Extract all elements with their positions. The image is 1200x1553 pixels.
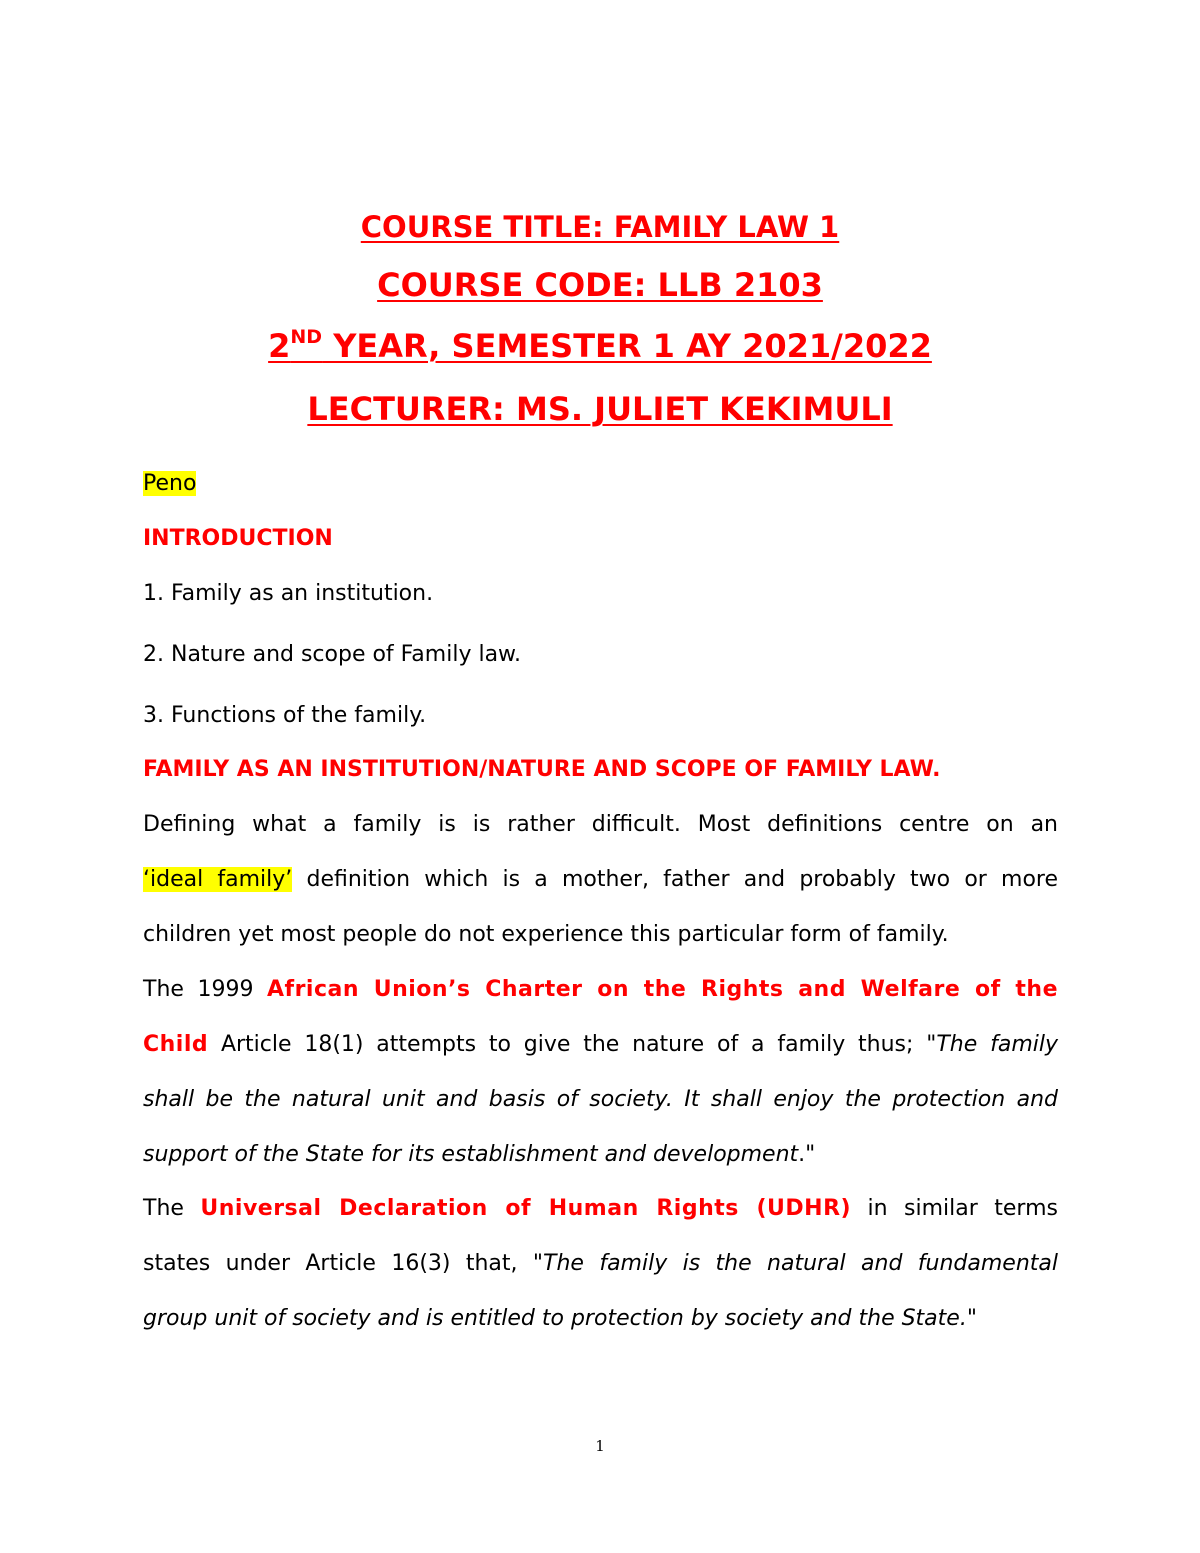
paragraph-line xyxy=(143,1127,1058,1182)
highlighted-phrase: ‘ideal family’ xyxy=(143,867,293,892)
highlighted-word: Peno xyxy=(143,471,197,496)
paragraph-text: definition which is a mother, father and probably two or more xyxy=(292,867,1058,892)
paragraph-au-charter xyxy=(143,962,1058,1182)
introduction-heading: INTRODUCTION xyxy=(143,526,333,551)
section-heading: FAMILY AS AN INSTITUTION/NATURE AND SCOPE OF FAMILY LAW. xyxy=(143,757,941,782)
paragraph-text: The 1999 xyxy=(143,977,267,1002)
year-semester xyxy=(0,327,1200,365)
charter-name: African Union’s Charter on the Rights and Welfare of the xyxy=(266,977,1058,1002)
quote-text: The family xyxy=(936,1032,1058,1057)
year-number: 2 xyxy=(268,327,291,365)
quote-text: support of the State for its establishment and development xyxy=(143,1142,799,1167)
paragraph-text: ." xyxy=(798,1142,816,1167)
intro-item-3: 3. Functions of the family. xyxy=(143,703,427,728)
paragraph-definition xyxy=(143,797,1058,962)
quote-text: group unit of society and is entitled to protection by society and the State. xyxy=(143,1306,967,1331)
page-number: 1 xyxy=(595,1437,605,1455)
lecturer-line: LECTURER: MS. JULIET KEKIMULI xyxy=(307,390,893,428)
paragraph-line xyxy=(143,1236,1058,1291)
year-semester-text: YEAR, SEMESTER 1 AY 2021/2022 xyxy=(322,327,932,365)
year-ordinal-suffix: ND xyxy=(290,326,323,348)
paragraph-text: in similar terms xyxy=(851,1196,1058,1221)
paragraph-text: " xyxy=(966,1306,977,1331)
paragraph-line xyxy=(143,1291,1058,1346)
highlighted-note xyxy=(143,456,1058,511)
paragraph-line: children yet most people do not experience this particular form of family. xyxy=(143,922,949,947)
paragraph-line xyxy=(143,1181,1058,1236)
udhr-name: Universal Declaration of Human Rights (UDHR) xyxy=(200,1196,852,1221)
paragraph-line xyxy=(143,962,1058,1017)
paragraph-line xyxy=(143,852,1058,907)
course-title: COURSE TITLE: FAMILY LAW 1 xyxy=(360,210,840,244)
course-code: COURSE CODE: LLB 2103 xyxy=(377,266,823,304)
quote-line: shall be the natural unit and basis of society. It shall enjoy the protection and xyxy=(143,1087,1058,1112)
quote-text: The family is the natural and fundamental xyxy=(543,1251,1059,1276)
paragraph-udhr xyxy=(143,1181,1058,1346)
paragraph-text: states under Article 16(3) that, " xyxy=(143,1251,544,1276)
charter-name-end: Child xyxy=(143,1032,209,1057)
intro-item-1: 1. Family as an institution. xyxy=(143,581,434,606)
paragraph-line xyxy=(143,1017,1058,1072)
paragraph-text: Article 18(1) attempts to give the nature of a family thus; " xyxy=(208,1032,937,1057)
paragraph-line: Defining what a family is is rather difficult. Most definitions centre on an xyxy=(143,812,1058,837)
intro-item-2: 2. Nature and scope of Family law. xyxy=(143,642,522,667)
paragraph-text: The xyxy=(143,1196,201,1221)
